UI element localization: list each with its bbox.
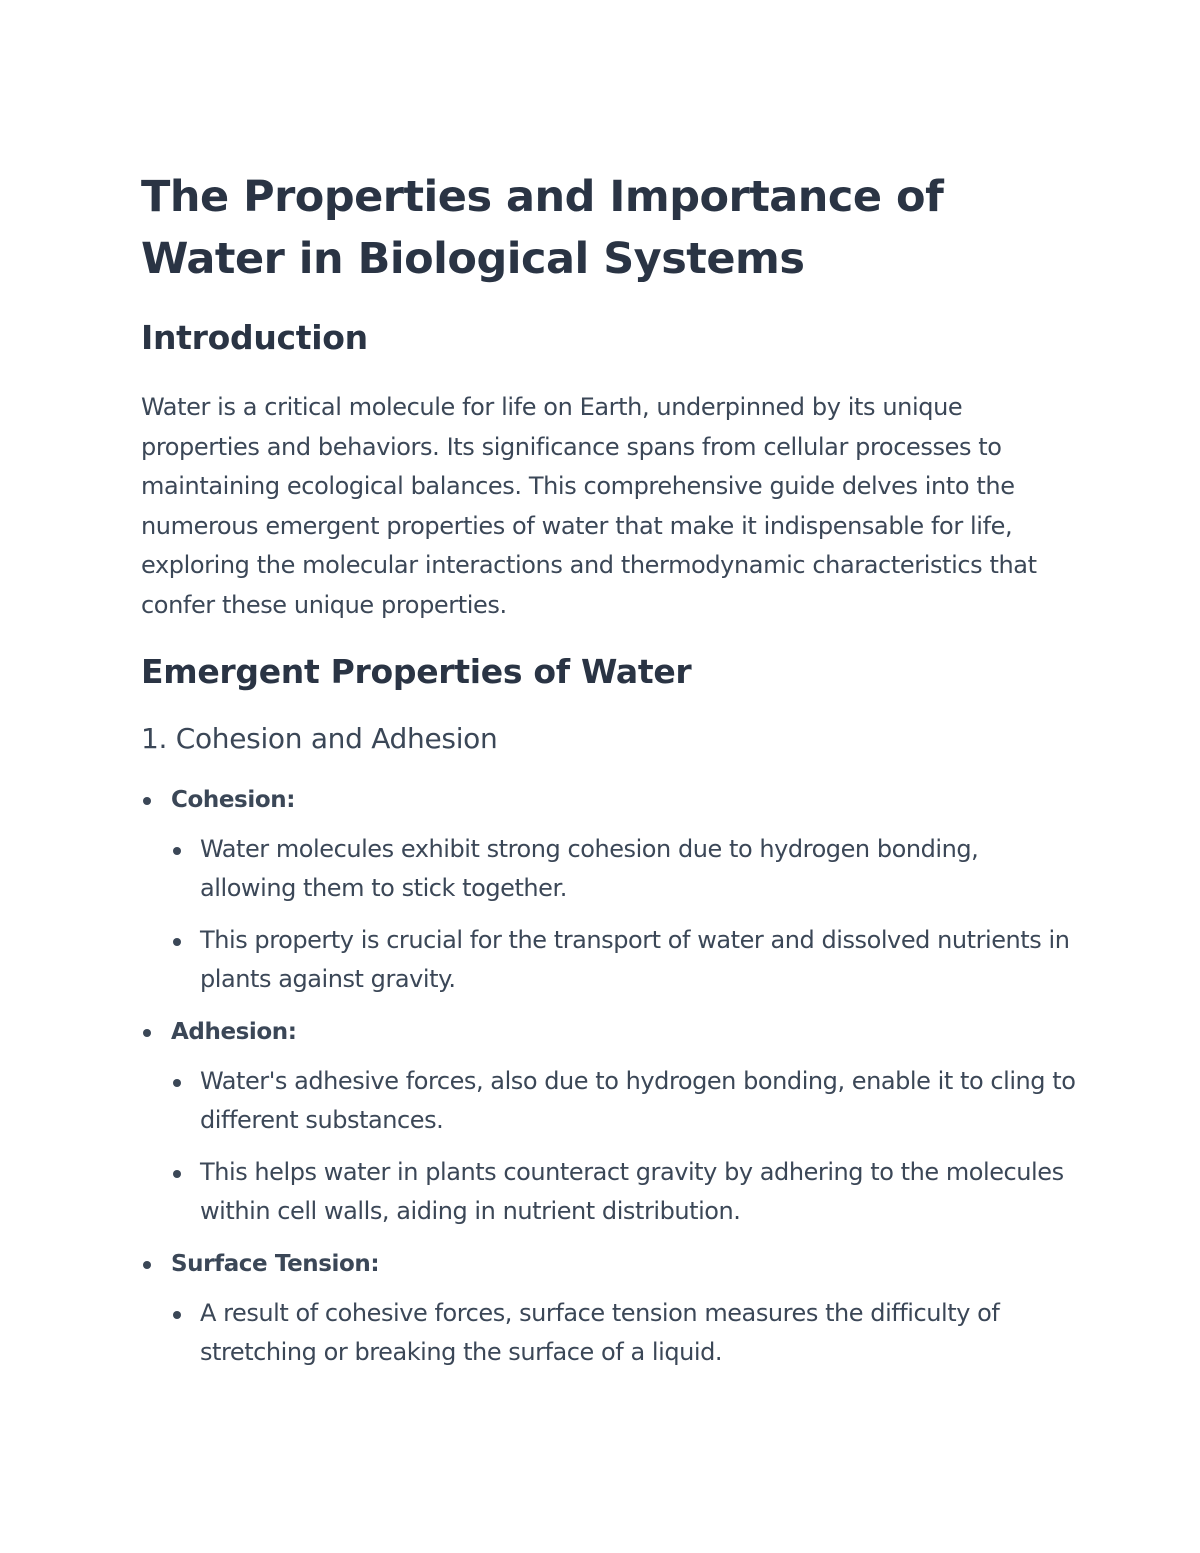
bullet-icon — [173, 1170, 181, 1178]
bullet-icon — [173, 1079, 181, 1087]
properties-list — [141, 782, 1081, 1373]
point-text: Water's adhesive forces, also due to hydrogen bonding, enable it to cling to different substances. — [200, 1066, 1076, 1135]
emergent-properties-heading: Emergent Properties of Water — [141, 651, 692, 691]
cohesion-adhesion-heading: 1. Cohesion and Adhesion — [141, 721, 498, 755]
list-item-cohesion — [141, 782, 1081, 1000]
point-text: This helps water in plants counteract gravity by adhering to the molecules within cell walls, aiding in nutrient distribution. — [200, 1157, 1064, 1226]
bullet-icon — [173, 1311, 181, 1319]
introduction-paragraph: Water is a critical molecule for life on Earth, underpinned by its unique properties and behaviors. Its significance spans from cellular processes to maintaining ecological balances. This comprehensive guide delves into the numerous emergent properties of water that make it indispensable for life, exploring the molecular interactions and thermodynamic characteristics that confer these unique properties. — [141, 393, 1037, 619]
point-text: Water molecules exhibit strong cohesion due to hydrogen bonding, allowing them to stick together. — [200, 834, 979, 903]
list-item — [171, 1153, 1081, 1232]
document-title: The Properties and Importance of Water in Biological Systems — [141, 172, 944, 284]
term-cohesion: Cohesion: — [171, 786, 296, 813]
list-item — [171, 1294, 1081, 1373]
document-page — [141, 166, 1081, 1387]
list-item — [171, 1062, 1081, 1141]
bullet-icon — [173, 938, 181, 946]
bullet-icon — [143, 1029, 151, 1037]
surface-tension-points — [171, 1294, 1081, 1373]
bullet-icon — [173, 847, 181, 855]
introduction-heading: Introduction — [141, 318, 368, 357]
list-item — [171, 830, 1081, 909]
point-text: A result of cohesive forces, surface tension measures the difficulty of stretching or breaking the surface of a liquid. — [200, 1298, 1000, 1367]
point-text: This property is crucial for the transport of water and dissolved nutrients in plants against gravity. — [200, 925, 1070, 994]
term-surface-tension: Surface Tension: — [171, 1250, 380, 1277]
list-item-surface-tension — [141, 1246, 1081, 1373]
bullet-icon — [143, 1261, 151, 1269]
list-item — [171, 921, 1081, 1000]
bullet-icon — [143, 797, 151, 805]
adhesion-points — [171, 1062, 1081, 1232]
list-item-adhesion — [141, 1014, 1081, 1232]
cohesion-points — [171, 830, 1081, 1000]
term-adhesion: Adhesion: — [171, 1018, 297, 1045]
